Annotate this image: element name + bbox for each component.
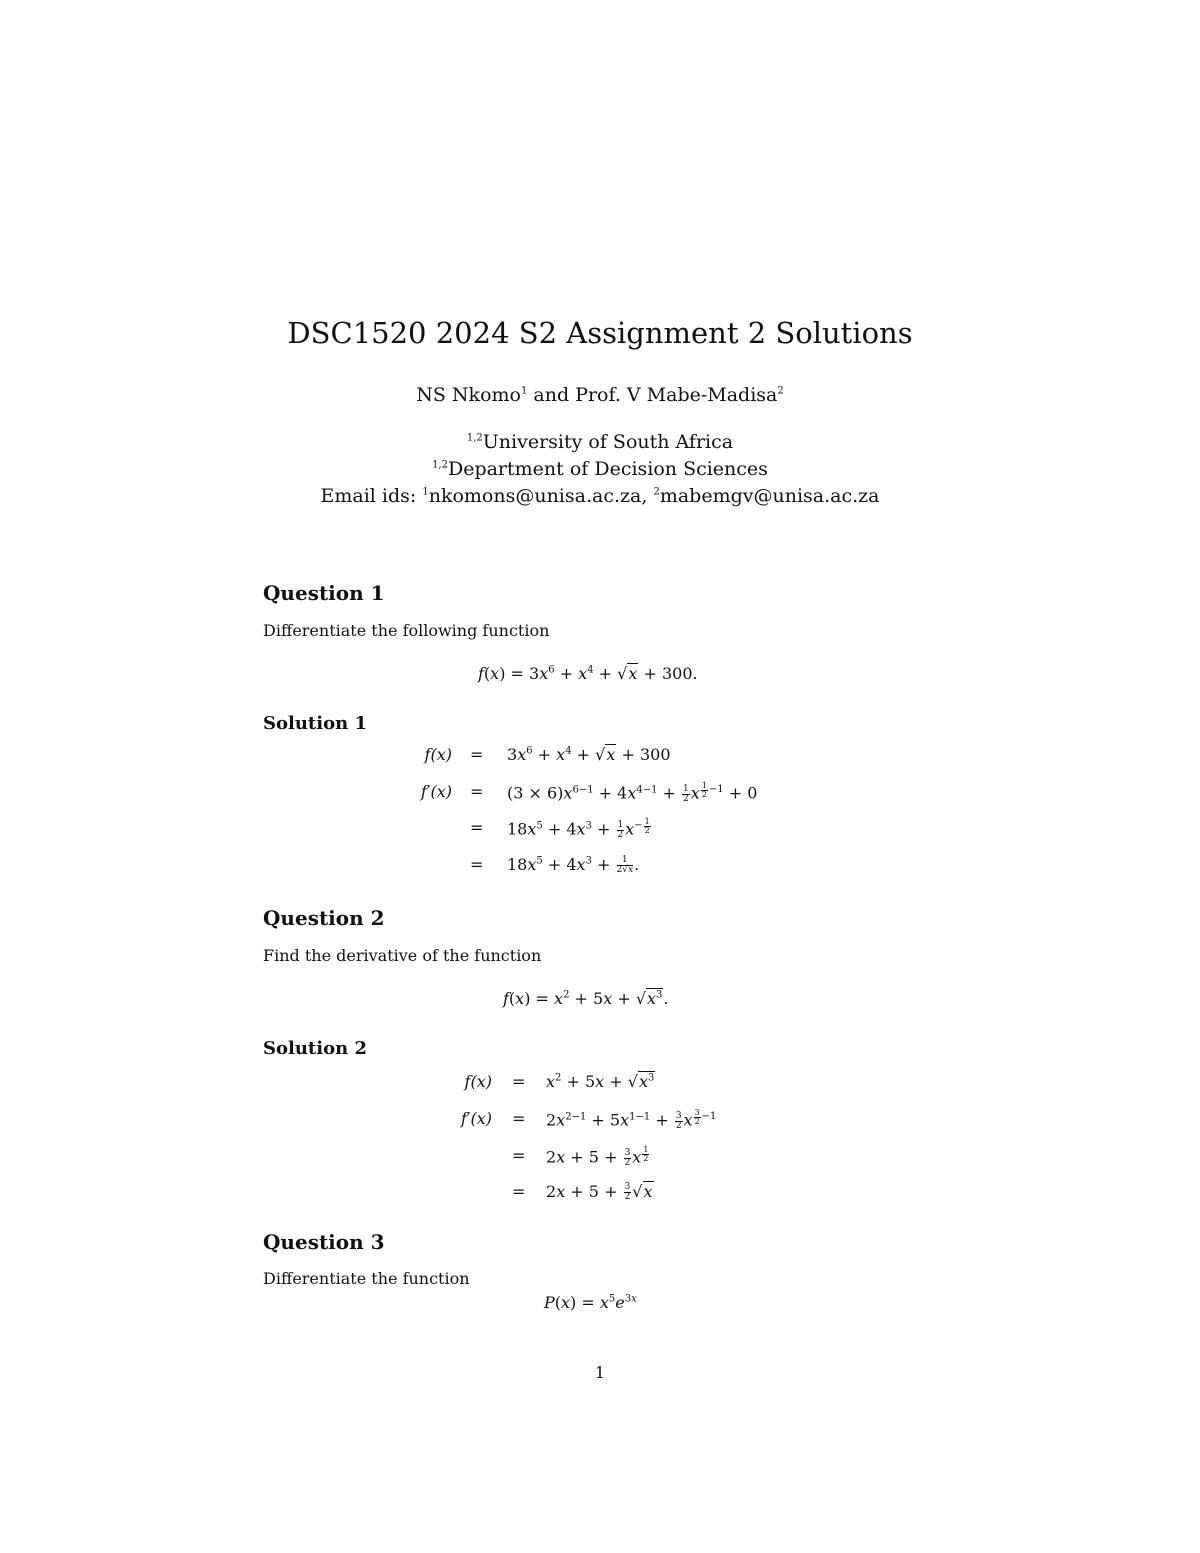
question-3-heading: Question 3 (263, 1230, 385, 1254)
question-2-equation: $f(x) = x^2 + 5x + √x^3$. (503, 989, 669, 1008)
question-3-prompt: Differentiate the function (263, 1269, 470, 1288)
question-3-equation: $P(x) = x^5e^{3x}$ (544, 1293, 637, 1312)
question-1-prompt: Differentiate the following function (263, 621, 550, 640)
solution-2-heading: Solution 2 (263, 1038, 367, 1059)
email-2: mabemgv@unisa.ac.za (659, 485, 880, 507)
email-1: nkomons@unisa.ac.za, (428, 485, 654, 507)
question-1-equation: $f(x) = 3x^6 + x^4 + √x + 300$. (478, 664, 698, 683)
author-1: NS Nkomo (416, 384, 521, 406)
page-title: DSC1520 2024 S2 Assignment 2 Solutions (287, 316, 913, 350)
question-2-prompt: Find the derivative of the function (263, 946, 542, 965)
question-1-heading: Question 1 (263, 581, 385, 605)
question-2-heading: Question 2 (263, 906, 385, 930)
page-number: 1 (594, 1363, 606, 1382)
author-2: Prof. V Mabe-Madisa (575, 384, 778, 406)
email-line: Email ids: $^1$nkomons@unisa.ac.za, $^2$mabemgv@unisa.ac.za (320, 485, 880, 507)
authors: NS Nkomo$^1$ and Prof. V Mabe-Madisa$^2$ (416, 384, 784, 406)
solution-1-heading: Solution 1 (263, 713, 367, 734)
affiliation-university: $^{1,2}$University of South Africa (466, 431, 734, 453)
affiliation-department: $^{1,2}$Department of Decision Sciences (432, 458, 768, 480)
